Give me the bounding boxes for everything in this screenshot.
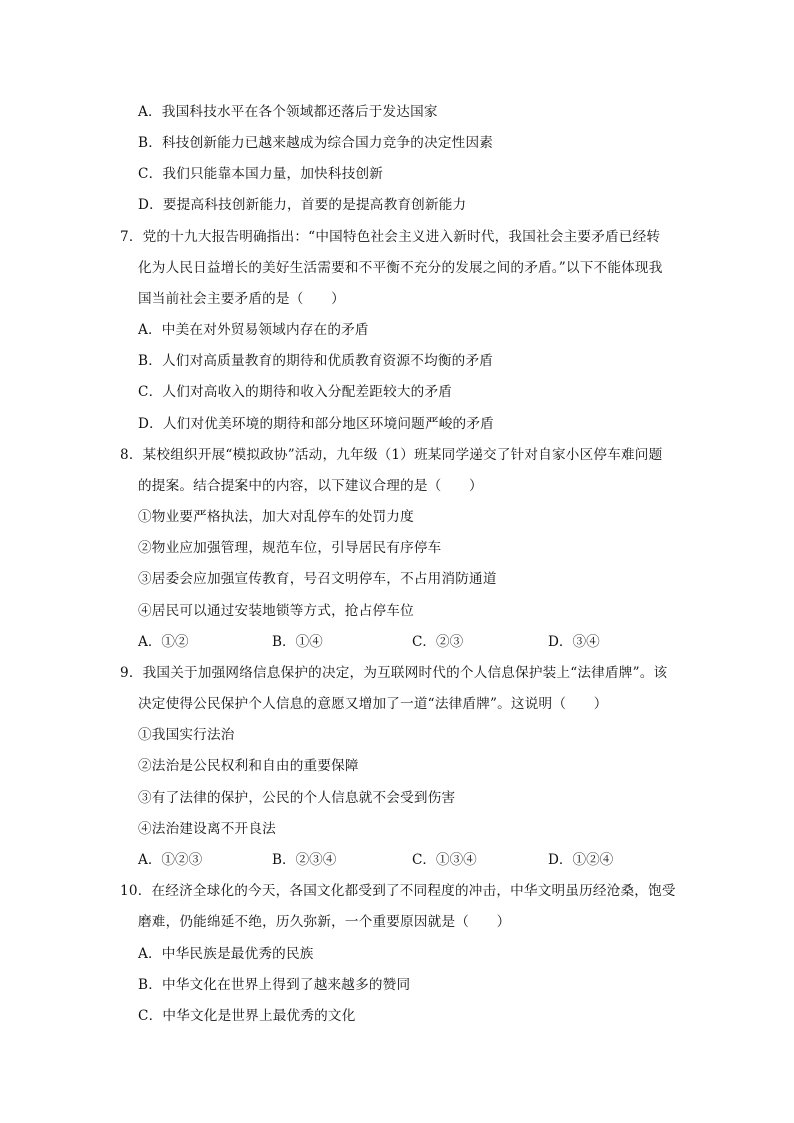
- q6-option-c: C．我们只能靠本国力量，加快科技创新: [138, 166, 384, 182]
- q8-stem-line-1: 8．某校组织开展“模拟政协”活动，九年级（1）班某同学递交了针对自家小区停车难问题: [120, 447, 663, 463]
- q7-stem-line-2: 化为人民日益增长的美好生活需要和不平衡不充分的发展之间的矛盾。”以下不能体现我: [138, 260, 663, 276]
- q6-option-b: B．科技创新能力已越来越成为综合国力竞争的决定性因素: [138, 135, 494, 151]
- q7-option-b: B．人们对高质量教育的期待和优质教育资源不均衡的矛盾: [138, 353, 494, 369]
- q8-item-4: ④居民可以通过安装地锁等方式，抢占停车位: [138, 603, 414, 619]
- q8-choice-b: B．①④: [272, 634, 323, 650]
- q7-option-d: D．人们对优美环境的期待和部分地区环境问题严峻的矛盾: [138, 416, 494, 432]
- q10-option-b: B．中华文化在世界上得到了越来越多的赞同: [138, 977, 411, 993]
- q8-item-1: ①物业要严格执法，加大对乱停车的处罚力度: [138, 509, 414, 525]
- q8-item-3: ③居委会应加强宣传教育，号召文明停车，不占用消防通道: [138, 571, 497, 587]
- q9-choice-c: C．①③④: [412, 852, 477, 868]
- q7-option-a: A．中美在对外贸易领域内存在的矛盾: [138, 322, 369, 338]
- q9-item-4: ④法治建设离不开良法: [138, 821, 276, 837]
- q8-item-2: ②物业应加强管理，规范车位，引导居民有序停车: [138, 540, 442, 556]
- q10-option-a: A．中华民族是最优秀的民族: [138, 946, 314, 962]
- q9-item-1: ①我国实行法治: [138, 727, 235, 743]
- q9-stem-line-1: 9．我国关于加强网络信息保护的决定，为互联网时代的个人信息保护装上“法律盾牌”。该: [120, 665, 668, 681]
- q9-item-2: ②法治是公民权利和自由的重要保障: [138, 758, 359, 774]
- q7-stem-line-3: 国当前社会主要矛盾的是（ ）: [138, 291, 345, 307]
- q10-stem-line-2: 磨难，仍能绵延不绝，历久弥新，一个重要原因就是（ ）: [138, 914, 511, 930]
- q8-choice-d: D．③④: [548, 634, 600, 650]
- q7-option-c: C．人们对高收入的期待和收入分配差距较大的矛盾: [138, 384, 453, 400]
- q6-option-a: A．我国科技水平在各个领域都还落后于发达国家: [138, 104, 438, 120]
- q10-option-c: C．中华文化是世界上最优秀的文化: [138, 1008, 356, 1024]
- q9-choice-d: D．①②④: [548, 852, 614, 868]
- q8-choice-a: A．①②: [138, 634, 189, 650]
- q9-stem-line-2: 决定使得公民保护个人信息的意愿又增加了一道“法律盾牌”。这说明（ ）: [138, 696, 608, 712]
- q9-choice-b: B．②③④: [272, 852, 337, 868]
- q9-item-3: ③有了法律的保护，公民的个人信息就不会受到伤害: [138, 790, 456, 806]
- q9-choice-a: A．①②③: [138, 852, 203, 868]
- q8-choice-c: C．②③: [412, 634, 464, 650]
- q8-stem-line-2: 的提案。结合提案中的内容，以下建议合理的是（ ）: [138, 478, 483, 494]
- q7-stem-line-1: 7．党的十九大报告明确指出：“中国特色社会主义进入新时代，我国社会主要矛盾已经转: [120, 229, 661, 245]
- q10-stem-line-1: 10．在经济全球化的今天，各国文化都受到了不同程度的冲击，中华文明虽历经沧桑，饱受: [120, 883, 676, 899]
- q6-option-d: D．要提高科技创新能力，首要的是提高教育创新能力: [138, 197, 467, 213]
